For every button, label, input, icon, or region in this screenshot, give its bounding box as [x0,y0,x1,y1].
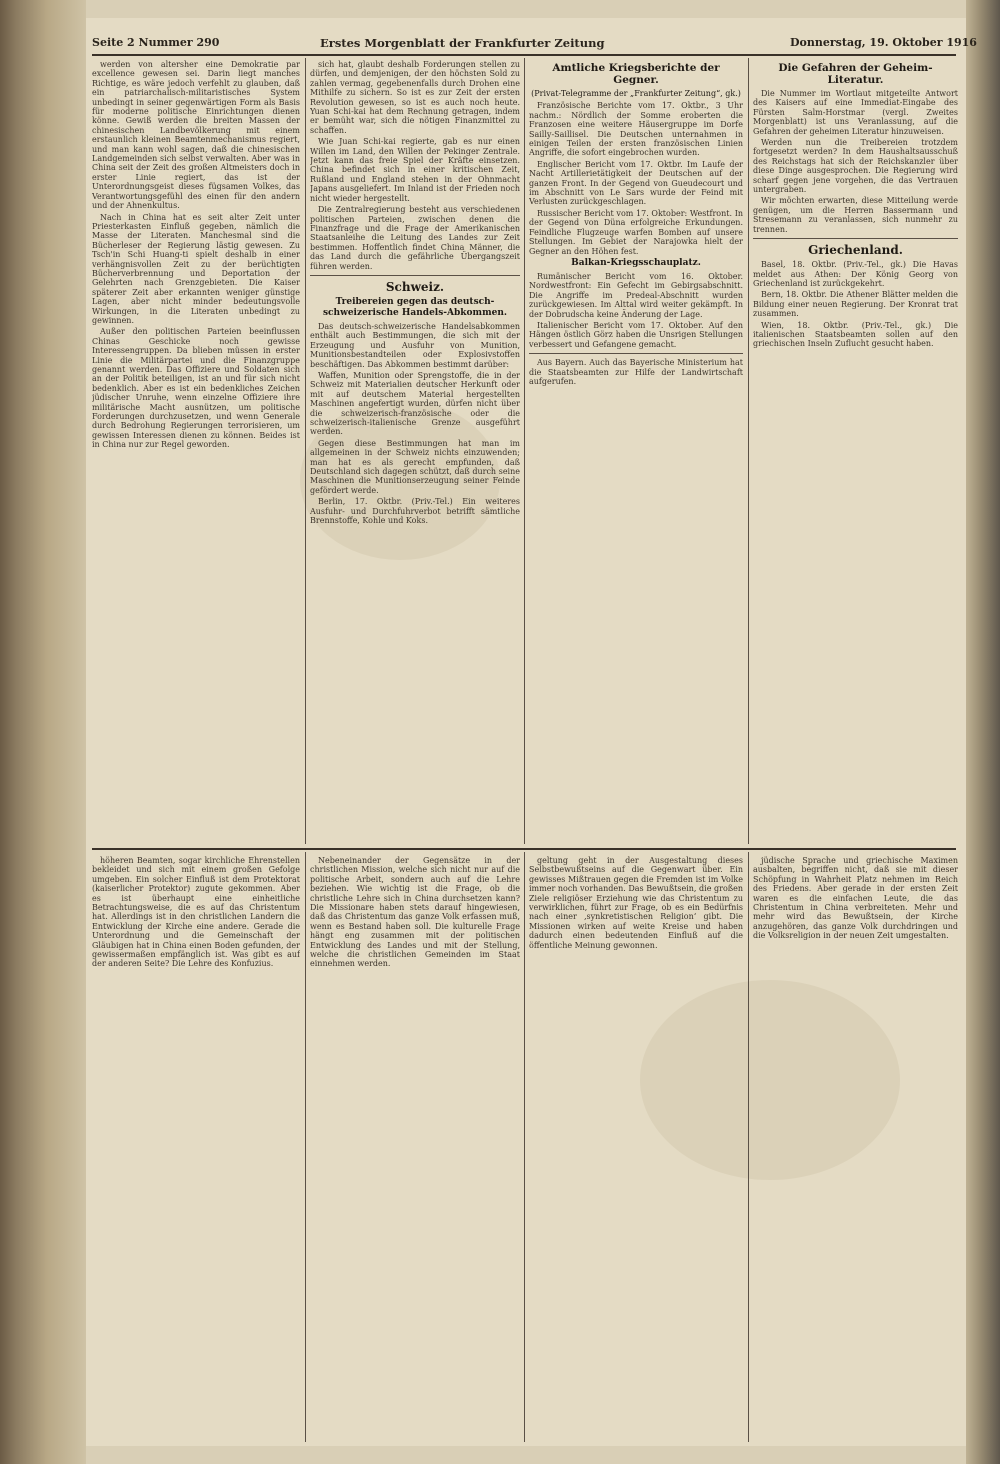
section-title-balkan: Balkan-Kriegsschauplatz. [571,257,701,268]
column-china-politics [92,60,300,842]
page-edge [966,0,1000,1464]
header-rule [92,54,956,56]
column-divider [748,58,749,844]
column-divider [305,58,306,844]
paragraph: Basel, 18. Oktbr. (Priv.-Tel., gk.) Die Havas meldet aus Athen: Der König Georg von Griechenland ist zurückgekehrt. [753,260,958,288]
section-rule [753,238,958,239]
feuilleton-column [92,856,300,1440]
issue-date: Donnerstag, 19. Oktober 1916 [790,36,977,49]
article-dateline: (Privat-Telegramme der „Frankfurter Zeitung“, gk.) [531,89,741,98]
paragraph: Die Nummer im Wortlaut mitgeteilte Antwort des Kaisers auf eine Immediat-Eingabe des Fürsten Salm-Horstmar (vergl. Zweites Morgenblatt) ist uns Veranlassung, auf die Gefahren der geheimen Literatur hinzuweisen. [753,89,958,136]
paragraph: Italienischer Bericht vom 17. Oktober. Auf den Hängen östlich Görz haben die Unsrigen Stellungen verbessert und Gefangene gemacht. [529,320,743,349]
article-headline: Die Gefahren der Geheim-Literatur. [778,62,933,86]
paragraph: Rumänischer Bericht vom 16. Oktober. Nordwestfront: Ein Gefecht im Gebirgsabschnitt. Die Angriffe im Predeal-Abschnitt wurden zurückgewiesen. Im Alttal wird weiter gekämpft. In der Dobrudscha keine Änderung der Lage. [529,271,743,319]
article-headline: Amtliche Kriegsberichte der Gegner. [552,62,720,86]
feuilleton-rule [92,848,956,850]
paragraph: Berlin, 17. Oktbr. (Priv.-Tel.) Ein weiteres Ausfuhr- und Durchfuhrverbot betrifft sämtliche Brennstoffe, Kohle und Koks. [310,497,520,526]
section-rule [529,353,743,354]
section-title-schweiz: Schweiz. [385,279,445,294]
column-divider [524,58,525,844]
paragraph: Werden nun die Treibereien trotzdem fortgesetzt werden? In dem Haushaltsausschuß des Reichstags hat sich der Reichskanzler über diese Dinge ausgesprochen. Die Regierung wird scharf gegen jene vorgehen, die das Vertrauen untergraben. [753,138,958,195]
page-number: Seite 2 Nummer 290 [92,36,220,49]
paragraph: Gegen diese Bestimmungen hat man im allgemeinen in der Schweiz nichts einzuwenden; man hat es als gerecht empfunden, daß Deutschland sich dagegen schützt, daß durch seine Maschinen die Munitionserzeugung seiner Feinde gefördert werde. [310,438,520,495]
paragraph: Nebeneinander der Gegensätze in der christlichen Mission, welche sich nicht nur auf die politische Arbeit, sondern auch auf die Lehre beziehen. Wie wichtig ist die Frage, ob die christliche Lehre sich in China durchsetzen kann? Die Missionare haben stets darauf hingewiesen, daß das Christentum das ganze Volk erfassen muß, wenn es Bestand haben soll. Die kulturelle Frage hängt eng zusammen mit der politischen Entwicklung des Landes und mit der Stellung, welche die christlichen Gemeinden im Staat einnehmen werden. [310,856,520,969]
paragraph: jüdische Sprache und griechische Maximen ausbalten, begriffen nicht, daß sie mit dieser Schöpfung in Wahrheit Platz nehmen im Reich des Friedens. Aber gerade in der ersten Zeit waren es die einfachen Leute, die das Christentum in China verbreiteten. Mehr und mehr wird das Bewußtsein, der Kirche anzugehören, das ganze Volk durchdringen und die Volksreligion in der neuen Zeit umgestalten. [753,856,958,941]
column-divider [524,852,525,1442]
column-china-finance [310,60,520,842]
paragraph: Die Zentralregierung besteht aus verschiedenen politischen Parteien, zwischen denen die Finanzfrage und die Frage der Amerikanischen Staatsanleihe die Leitung des Landes zur Zeit bestimmen. Hoffentlich findet China Männer, die das Land durch die gefährliche Übergangszeit führen werden. [310,205,520,271]
paragraph: Russischer Bericht vom 17. Oktober: Westfront. In der Gegend von Düna erfolgreiche Erkundungen. Feindliche Flugzeuge warfen Bomben auf unsere Stellungen. Im Gebiet der Narajowka hielt der Gegner an den Höhen fest. [529,208,743,256]
paragraph: Französische Berichte vom 17. Oktbr., 3 Uhr nachm.: Nördlich der Somme eroberten die Franzosen eine weitere Häusergruppe im Dorfe Sailly-Saillisel. Die Deutschen unternahmen in einigen Teilen der ersten französischen Linien Angriffe, die sofort eingebrochen wurden. [529,101,743,158]
paragraph: Englischer Bericht vom 17. Oktbr. Im Laufe der Nacht Artillerietätigkeit der Deutschen auf der ganzen Front. In der Gegend von Gueudecourt und im Abschnitt von Le Sars wurde der Feind mit Verlusten zurückgeschlagen. [529,159,743,207]
paragraph: Das deutsch-schweizerische Handelsabkommen enthält auch Bestimmungen, die sich mit der Erzeugung und Ausfuhr von Munition, Munitionsbestandteilen oder Explosivstoffen beschäftigen. Das Abkommen bestimmt darüber: [310,321,520,369]
article-headline: Treibereien gegen das deutsch-schweizerische Handels-Abkommen. [322,296,507,318]
paragraph: Waffen, Munition oder Sprengstoffe, die in der Schweiz mit Materialien deutscher Herkunft oder mit auf deutschem Material hergestellten Maschinen angefertigt wurden, dürfen nicht über die schweizerisch-französische oder die schweizerisch-italienische Grenze ausgeführt werden. [310,370,520,437]
section-rule [310,275,520,276]
paragraph: werden von altersher eine Demokratie par excellence gewesen sei. Darin liegt manches Richtige, es wäre jedoch verfehlt zu glauben, daß ein patriarchalisch-militaristisches System unbedingt in seiner gegenwärtigen Form als Basis für moderne politische Einrichtungen dienen könne. Gewiß werden die breiten Massen der chinesischen Landbevölkerung mit einem erstaunlich kleinen Beamtenmechanismus regiert, und man kann wohl sagen, daß die chinesischen Landgemeinden sich selbst verwalten. Aber was in China seit der Zeit des großen Altmeisters doch in erster Linie regiert, das ist der Unterordnungsgeist dieses fügsamen Volkes, das Verantwortungsgefühl des einen für den andern und der Ahnenkultus. [92,60,300,211]
column-secret-literature [753,60,958,842]
paragraph: Bern, 18. Oktbr. Die Athener Blätter melden die Bildung einer neuen Regierung. Der Kronrat trat zusammen. [753,290,958,319]
section-title-griechenland: Griechenland. [808,243,903,258]
book-spine [0,0,86,1464]
masthead: Erstes Morgenblatt der Frankfurter Zeitung [320,36,605,50]
paragraph: geltung geht in der Ausgestaltung dieses Selbstbewußtseins auf die Gegenwart über. Ein gewisses Mißtrauen gegen die Fremden ist im Volke immer noch vorhanden. Das Bewußtsein, die großen Ziele religiöser Erziehung wie das Christentum zu verwirklichen, führt zur Frage, ob es ein Bedürfnis nach einer ‚synkretistischen Religion‘ gibt. Die Missionen wirken auf weite Kreise und haben dadurch einen bedeutenden Einfluß auf die öffentliche Meinung gewonnen. [529,856,743,950]
paragraph: Außer den politischen Parteien beeinflussen Chinas Geschicke noch gewisse Interessengruppen. Da blieben müssen in erster Linie die Militärpartei und die Finanzgruppe genannt werden. Das Offiziere und Soldaten sich an der Politik beteiligen, ist an und für sich nicht bedenklich. Aber es ist ein bedenkliches Zeichen jüdischer Unruhe, wenn einzelne Offiziere ihre militärische Macht ausnützen, um politische Forderungen durchzusetzen, und wenn Generale durch Bedrohung Regierungen terrorisieren, um gewissen Interessen dienen zu können. Beides ist in China nur zur Regel geworden. [92,327,300,450]
paragraph: sich hat, glaubt deshalb Forderungen stellen zu dürfen, und demjenigen, der den höchsten Sold zu zahlen vermag, gegebenenfalls durch Drohen eine Mithilfe zu sichern. So ist es zur Zeit der ersten Revolution gewesen, so ist es auch noch heute. Yuan Schi-kai hat dem Rechnung getragen, indem er bemüht war, sich die nötigen Finanzmittel zu schaffen. [310,60,520,135]
feuilleton-column [753,856,958,1440]
column-war-reports [529,60,743,842]
paragraph: Aus Bayern. Auch das Bayerische Ministerium hat die Staatsbeamten zur Hilfe der Landwirtschaft aufgerufen. [529,358,743,386]
paragraph: höheren Beamten, sogar kirchliche Ehrenstellen bekleidet und sich mit einem großen Gefolge umgeben. Ein solcher Einfluß ist dem Protektorat (kaiserlicher Protektor) zugute gekommen. Aber es ist überhaupt eine einheitliche Betrachtungsweise, die es auf das Christentum hat. Allerdings ist in den christlichen Landern die Entwicklung der Kirche eine andere. Gerade die Unterordnung und die Gemeinschaft der Gläubigen hat in China einen Boden gefunden, der gewissermaßen empfänglich ist. Was gibt es auf der anderen Seite? Die Lehre des Konfuzius. [92,856,300,969]
paragraph: Nach in China hat es seit alter Zeit unter Priesterkasten Einfluß gegeben, nämlich die Masse der Literaten. Manchesmal sind die Bücherleser der Regierung lästig gewesen. Zu Tsch'in Schi Huang-ti spielt deshalb in einer verhängnisvollen Zeit zu der berüchtigten Bücherverbrennung und Deportation der Gelehrten nach Grenzgebieten. Die Kaiser späterer Zeit aber erkannten weniger günstige Lagen, aber nicht minder bedeutungsvolle Wirkungen, in die Literaten unbedingt zu gewinnen. [92,212,300,325]
column-divider [305,852,306,1442]
feuilleton-column [529,856,743,1440]
paragraph: Wien, 18. Oktbr. (Priv.-Tel., gk.) Die italienischen Staatsbeamten sollen auf den griechischen Inseln Zuflucht gesucht haben. [753,320,958,349]
paragraph: Wir möchten erwarten, diese Mitteilung werde genügen, um die Herren Bassermann und Stresemann zu veranlassen, sich nunmehr zu trennen. [753,196,958,234]
column-divider [748,852,749,1442]
feuilleton-column [310,856,520,1440]
paragraph: Wie Juan Schi-kai regierte, gab es nur einen Willen im Land, den Willen der Pekinger Zentrale. Jetzt kann das freie Spiel der Kräfte einsetzen. China befindet sich in einer kritischen Zeit, Rußland und England stehen in der Ohnmacht Japans ausgeliefert. Im Inland ist der Frieden noch nicht wieder hergestellt. [310,137,520,203]
